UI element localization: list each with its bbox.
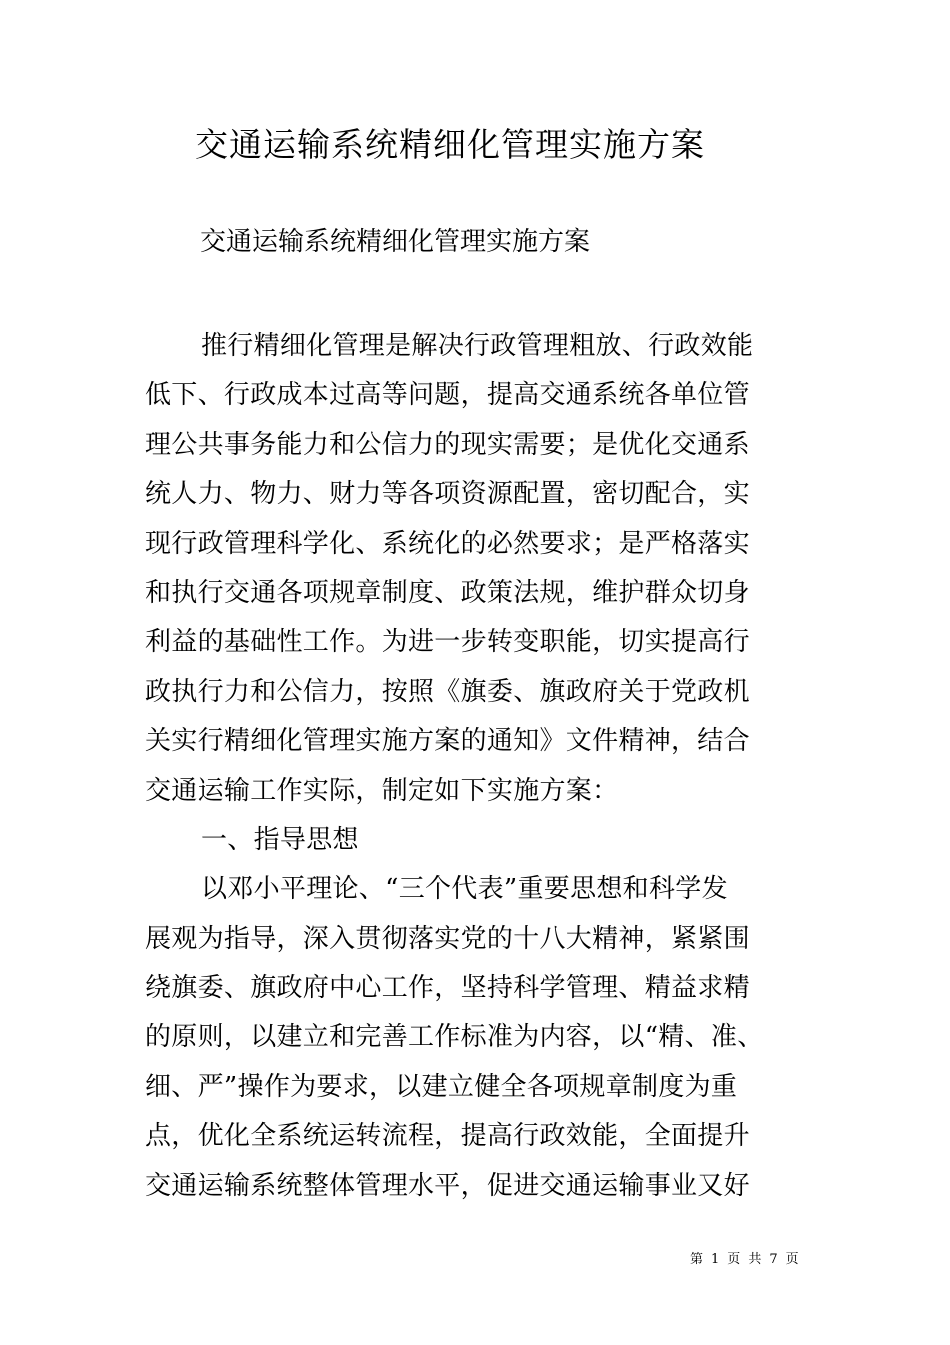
body-line: 以邓小平理论、“三个代表”重要思想和科学发 bbox=[201, 874, 728, 905]
document-title: 交通运输系统精细化管理实施方案 bbox=[195, 125, 705, 164]
body-line: 统人力、物力、财力等各项资源配置，密切配合，实 bbox=[145, 479, 750, 510]
document-subtitle: 交通运输系统精细化管理实施方案 bbox=[200, 227, 591, 257]
page-number-footer bbox=[690, 1250, 799, 1270]
body-line: 和执行交通各项规章制度、政策法规，维护群众切身 bbox=[145, 577, 750, 608]
body-line: 交通运输系统整体管理水平，促进交通运输事业又好 bbox=[145, 1170, 750, 1201]
body-line: 展观为指导，深入贯彻落实党的十八大精神，紧紧围 bbox=[145, 923, 750, 954]
body-line: 低下、行政成本过高等问题，提高交通系统各单位管 bbox=[145, 380, 750, 411]
body-line: 细、严”操作为要求，以建立健全各项规章制度为重 bbox=[145, 1071, 738, 1102]
footer-suffix: 页 bbox=[785, 1252, 799, 1267]
body-line: 推行精细化管理是解决行政管理粗放、行政效能 bbox=[201, 331, 754, 361]
body-line: 交通运输工作实际，制定如下实施方案： bbox=[145, 775, 619, 806]
footer-total-word: 共 bbox=[748, 1252, 762, 1267]
footer-prefix: 第 bbox=[690, 1252, 704, 1267]
body-line: 关实行精细化管理实施方案的通知》文件精神，结合 bbox=[145, 726, 750, 757]
body-line: 点，优化全系统运转流程，提高行政效能，全面提升 bbox=[145, 1121, 750, 1152]
footer-current-page: 1 bbox=[711, 1252, 720, 1267]
footer-total-pages: 7 bbox=[769, 1252, 778, 1267]
body-line: 政执行力和公信力，按照《旗委、旗政府关于党政机 bbox=[145, 676, 750, 707]
body-line: 绕旗委、旗政府中心工作，坚持科学管理、精益求精 bbox=[145, 973, 750, 1004]
body-line: 的原则，以建立和完善工作标准为内容，以“精、准、 bbox=[145, 1022, 764, 1053]
footer-page-word: 页 bbox=[727, 1252, 741, 1267]
section-heading: 一、指导思想 bbox=[201, 824, 359, 855]
document-body bbox=[145, 322, 785, 1211]
body-line: 现行政管理科学化、系统化的必然要求；是严格落实 bbox=[145, 528, 750, 559]
body-line: 利益的基础性工作。为进一步转变职能，切实提高行 bbox=[145, 627, 750, 658]
body-line: 理公共事务能力和公信力的现实需要；是优化交通系 bbox=[145, 429, 750, 460]
